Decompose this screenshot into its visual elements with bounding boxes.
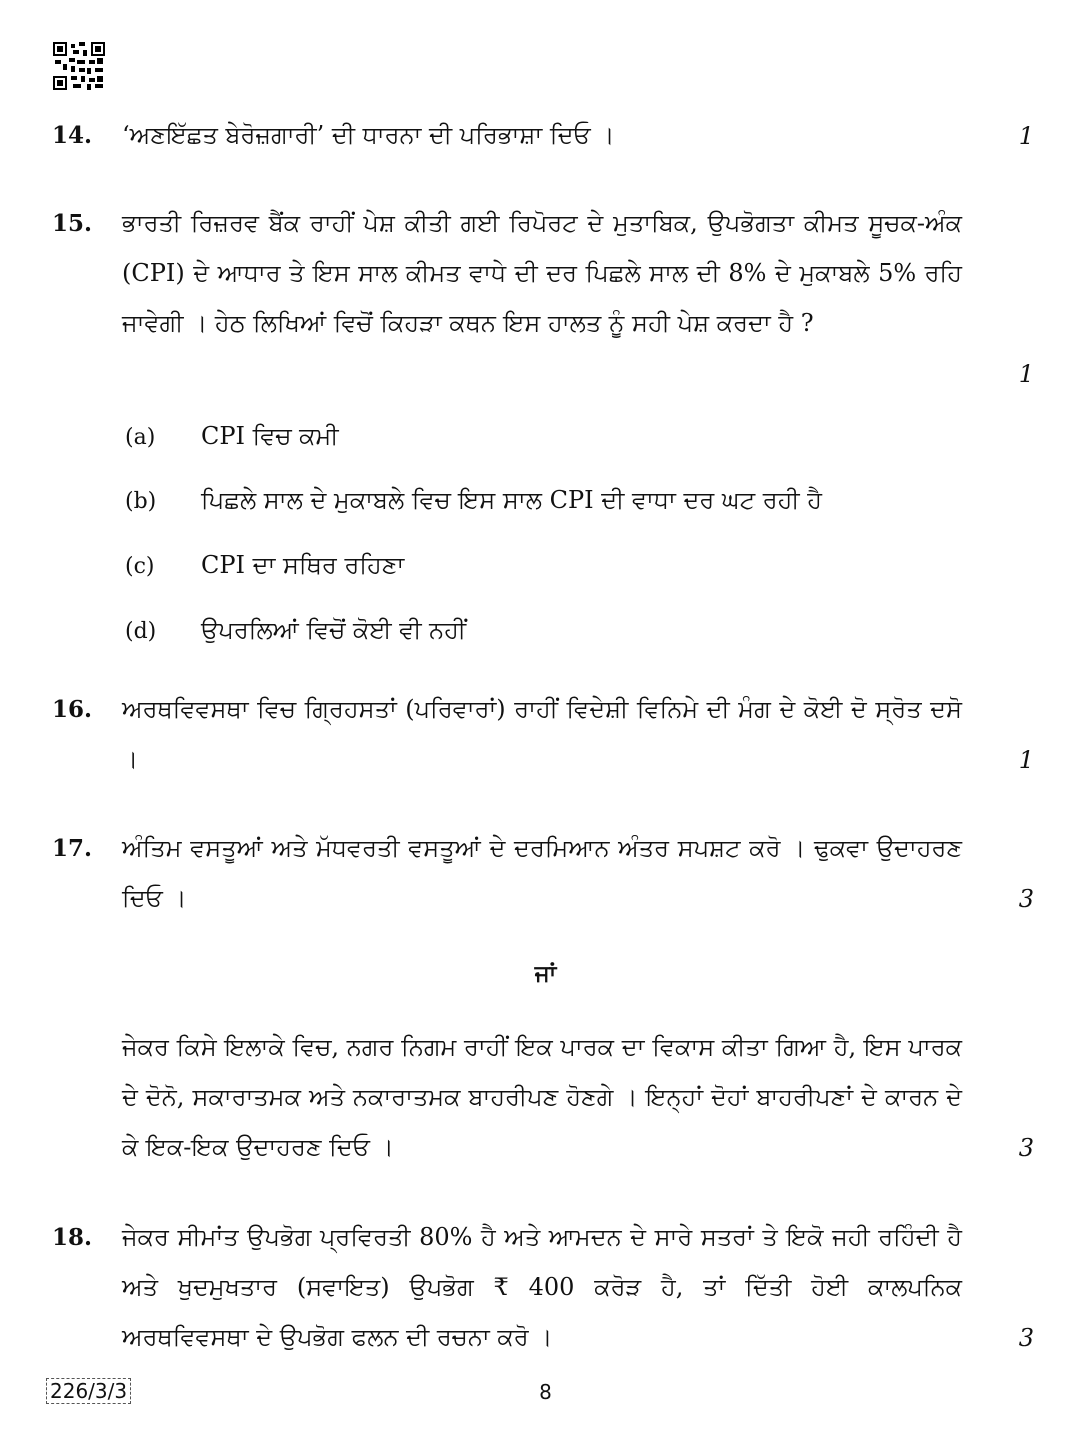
question-number: 14. (52, 122, 93, 149)
option-text: CPI ਦਾ ਸਥਿਰ ਰਹਿਣਾ (201, 551, 405, 579)
question-text: ਅੰਤਿਮ ਵਸਤੂਆਂ ਅਤੇ ਮੱਧਵਰਤੀ ਵਸਤੂਆਂ ਦੇ ਦਰਮਿਆਨ ਅੰਤਰ ਸਪਸ਼ਟ ਕਰੋ । ਢੁਕਵਾ ਉਦਾਹਰਣ ਦਿਓ । (122, 834, 962, 912)
question-marks: 3 (1018, 1324, 1034, 1352)
option-text: CPI ਵਿਚ ਕਮੀ (201, 422, 339, 450)
or-divider: ਜਾਂ (534, 960, 557, 987)
question-text: ਭਾਰਤੀ ਰਿਜ਼ਰਵ ਬੈਂਕ ਰਾਹੀਂ ਪੇਸ਼ ਕੀਤੀ ਗਈ ਰਿਪੋਰਟ ਦੇ ਮੁਤਾਬਿਕ, ਉਪਭੋਗਤਾ ਕੀਮਤ ਸੂਚਕ-ਅੰਕ (CPI) ਦੇ ਆਧਾਰ ਤੇ ਇਸ ਸਾਲ ਕੀਮਤ ਵਾਧੇ ਦੀ ਦਰ ਪਿਛਲੇ ਸਾਲ ਦੀ 8% ਦੇ ਮੁਕਾਬਲੇ 5% ਰਹਿ ਜਾਵੇਗੀ । ਹੇਠ ਲਿਖਿਆਂ ਵਿਚੋਂ ਕਿਹੜਾ ਕਥਨ ਇਸ ਹਾਲਤ ਨੂੰ ਸਹੀ ਪੇਸ਼ ਕਰਦਾ ਹੈ ? (122, 209, 962, 337)
option-label: (d) (125, 619, 157, 644)
question-16 (52, 684, 1042, 784)
question-18 (52, 1212, 1042, 1362)
qr-code-icon (53, 42, 105, 90)
option-text: ਉਪਰਲਿਆਂ ਵਿਚੋਂ ਕੋਈ ਵੀ ਨਹੀਂ (201, 616, 467, 644)
option-label: (b) (125, 489, 157, 514)
option-a (125, 422, 339, 450)
option-label: (c) (125, 554, 155, 579)
question-number: 15. (52, 210, 93, 237)
question-17 (52, 823, 1042, 923)
question-marks: 3 (1018, 1134, 1034, 1162)
question-text: ਜੇਕਰ ਕਿਸੇ ਇਲਾਕੇ ਵਿਚ, ਨਗਰ ਨਿਗਮ ਰਾਹੀਂ ਇਕ ਪਾਰਕ ਦਾ ਵਿਕਾਸ ਕੀਤਾ ਗਿਆ ਹੈ, ਇਸ ਪਾਰਕ ਦੇ ਦੋਨੋ, ਸਕਾਰਾਤਮਕ ਅਤੇ ਨਕਾਰਾਤਮਕ ਬਾਹਰੀਪਣ ਹੋਣਗੇ । ਇਨ੍ਹਾਂ ਦੋਹਾਂ ਬਾਹਰੀਪਣਾਂ ਦੇ ਕਾਰਨ ਦੇ ਕੇ ਇਕ-ਇਕ ਉਦਾਹਰਣ ਦਿਓ । (122, 1033, 962, 1161)
question-17-alternative (52, 1022, 1042, 1172)
option-b (125, 486, 822, 514)
paper-code: 226/3/3 (46, 1378, 131, 1404)
question-number: 16. (52, 696, 93, 723)
option-text: ਪਿਛਲੇ ਸਾਲ ਦੇ ਮੁਕਾਬਲੇ ਵਿਚ ਇਸ ਸਾਲ CPI ਦੀ ਵਾਧਾ ਦਰ ਘਟ ਰਹੀ ਹੈ (201, 486, 822, 514)
question-marks: 1 (1018, 360, 1034, 388)
question-marks: 3 (1018, 885, 1034, 913)
question-15 (52, 198, 1042, 388)
question-marks: 1 (1018, 746, 1034, 774)
option-d (125, 616, 466, 644)
page-number: 8 (539, 1380, 552, 1404)
question-marks: 1 (1018, 122, 1034, 150)
option-c (125, 551, 404, 579)
question-number: 17. (52, 835, 93, 862)
question-text: ਜੇਕਰ ਸੀਮਾਂਤ ਉਪਭੋਗ ਪ੍ਰਵਿਰਤੀ 80% ਹੈ ਅਤੇ ਆਮਦਨ ਦੇ ਸਾਰੇ ਸਤਰਾਂ ਤੇ ਇਕੋ ਜਹੀ ਰਹਿੰਦੀ ਹੈ ਅਤੇ ਖੁਦਮੁਖਤਾਰ (ਸਵਾਇਤ) ਉਪਭੋਗ ₹ 400 ਕਰੋੜ ਹੈ, ਤਾਂ ਦਿੱਤੀ ਹੋਈ ਕਾਲਪਨਿਕ ਅਰਥਵਿਵਸਥਾ ਦੇ ਉਪਭੋਗ ਫਲਨ ਦੀ ਰਚਨਾ ਕਰੋ । (122, 1223, 962, 1351)
question-text: ‘ਅਣਇੱਛਤ ਬੇਰੋਜ਼ਗਾਰੀ’ ਦੀ ਧਾਰਨਾ ਦੀ ਪਰਿਭਾਸ਼ਾ ਦਿਓ । (122, 121, 615, 149)
question-number: 18. (52, 1224, 93, 1251)
option-label: (a) (125, 425, 156, 450)
question-14 (52, 110, 1042, 160)
question-text: ਅਰਥਵਿਵਸਥਾ ਵਿਚ ਗ੍ਰਿਹਸਤਾਂ (ਪਰਿਵਾਰਾਂ) ਰਾਹੀਂ ਵਿਦੇਸ਼ੀ ਵਿਨਿਮੇ ਦੀ ਮੰਗ ਦੇ ਕੋਈ ਦੋ ਸ੍ਰੋਤ ਦਸੋ । (122, 695, 962, 773)
